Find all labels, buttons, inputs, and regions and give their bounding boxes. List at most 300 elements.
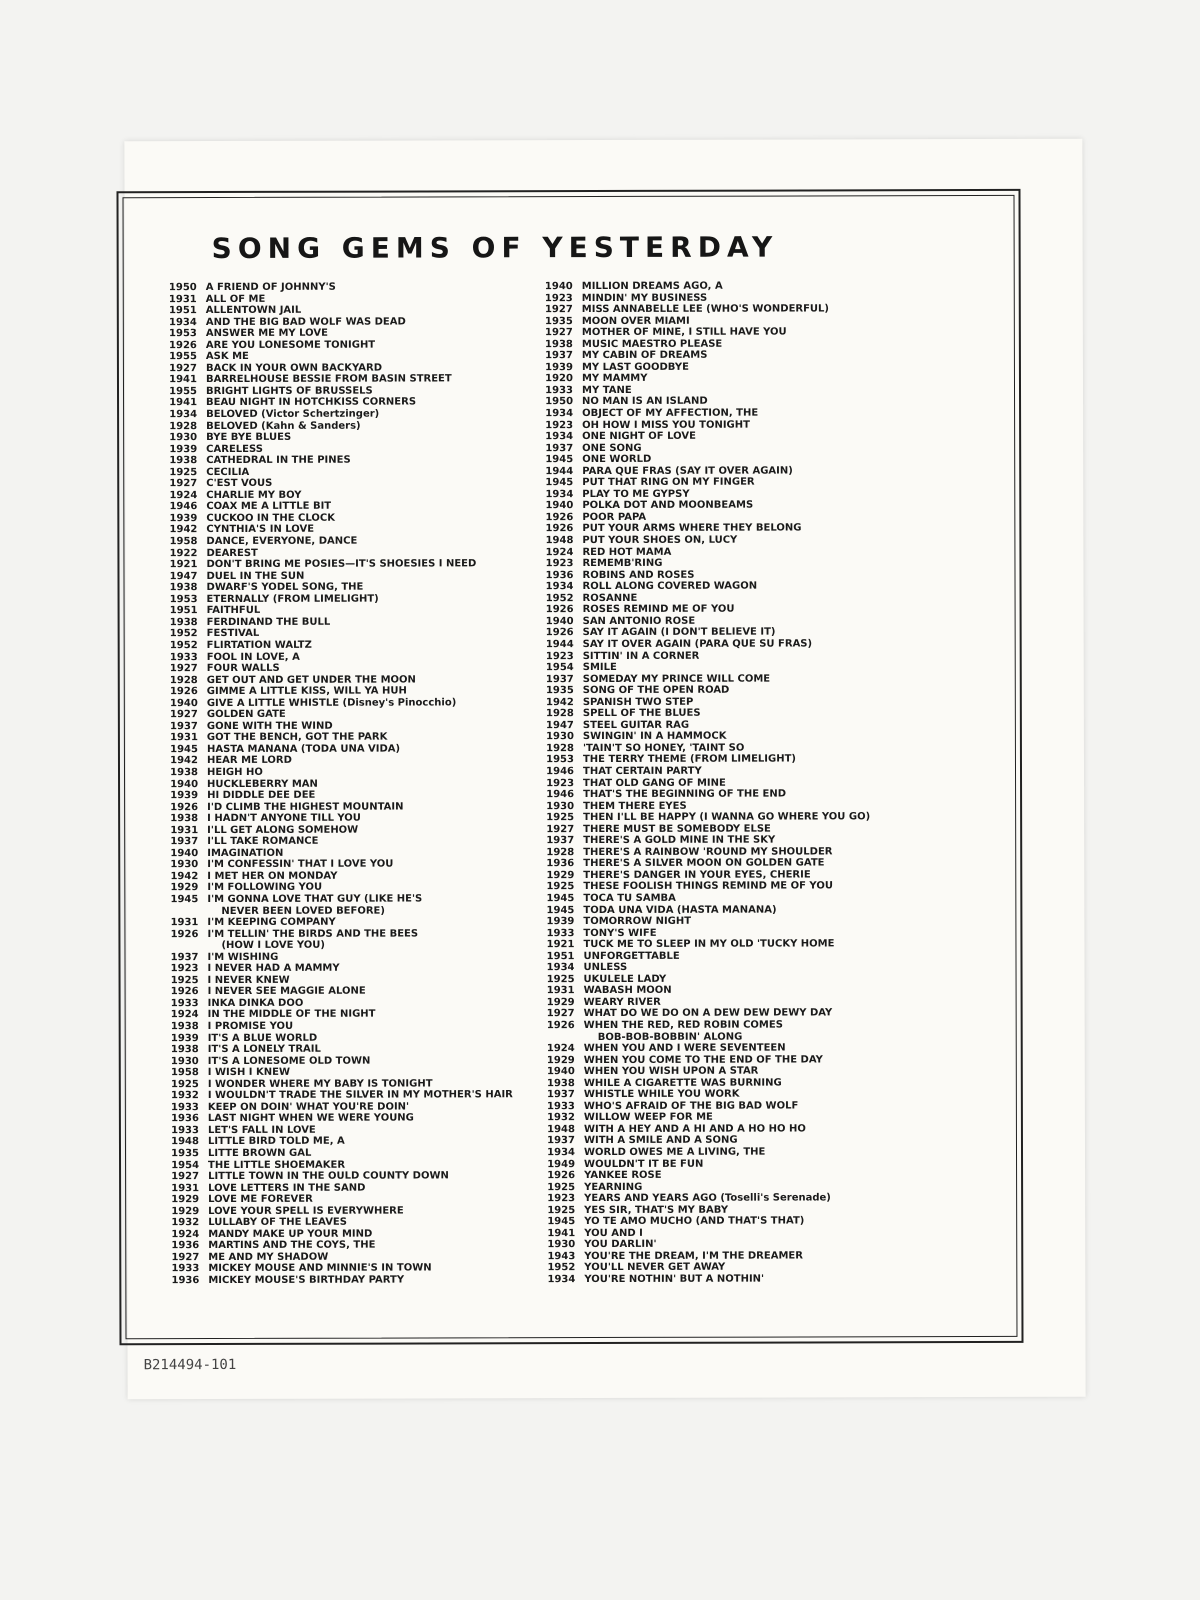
song-entry [166,1090,513,1102]
song-year: 1939 [546,916,575,928]
song-title: BACK IN YOUR OWN BACKYARD [205,362,383,374]
song-title-block [206,339,375,351]
song-title: THERE'S A GOLD MINE IN THE SKY [583,834,776,847]
song-title-block [582,523,801,535]
song-title: ANSWER ME MY LOVE [205,327,328,340]
song-entry [166,1032,513,1044]
song-title: YOU DARLIN' [584,1239,657,1251]
song-title: AND THE BIG BAD WOLF WAS DEAD [205,316,406,328]
song-year: 1949 [547,1158,576,1170]
song-entry [164,489,511,501]
song-title-block [584,1274,764,1286]
song-entry [164,558,511,570]
song-title: I'LL GET ALONG SOMEHOW [207,824,359,836]
song-title: I'M CONFESSIN' THAT I LOVE YOU [207,858,394,871]
song-entry [541,927,870,939]
song-year: 1938 [545,338,573,350]
song-entry [166,1009,513,1021]
song-title-block [208,1217,347,1229]
song-entry [165,859,512,871]
song-title: YEARS AND YEARS AGO (Toselli's Serenade) [584,1192,831,1205]
song-title: 'TAIN'T SO HONEY, 'TAINT SO [582,742,745,754]
song-year: 1936 [545,569,574,581]
song-entry [541,788,870,800]
song-title: WHEN YOU AND I WERE SEVENTEEN [583,1042,786,1055]
song-year: 1940 [169,697,198,709]
song-entry [166,1182,513,1194]
song-year: 1927 [169,663,198,675]
song-title-block [208,1182,365,1194]
song-year: 1937 [545,350,573,362]
song-year: 1933 [545,385,574,397]
song-entry [164,408,511,420]
song-entry [166,1193,513,1205]
song-title-block [584,1112,713,1124]
song-year: 1936 [171,1275,200,1287]
song-title-block [207,767,263,779]
song-year: 1926 [547,1170,576,1182]
song-year: 1927 [169,478,198,490]
song-year: 1936 [171,1113,199,1125]
song-title-block [584,1135,738,1147]
song-title-block [583,927,656,939]
song-title-block [208,1263,431,1275]
song-entry [165,581,512,593]
song-entry [541,846,870,858]
song-entry [541,592,870,604]
song-year: 1958 [170,1067,199,1079]
song-title: UNFORGETTABLE [583,950,680,962]
song-title-block [583,811,870,823]
song-title: ONE SONG [582,442,642,454]
song-title: THERE'S A RAINBOW 'ROUND MY SHOULDER [583,846,833,858]
song-year: 1933 [170,997,199,1010]
song-entry [540,465,869,477]
song-year: 1940 [544,281,573,293]
song-title-block [206,570,304,582]
song-year: 1938 [170,1021,199,1033]
song-title-block [206,524,314,536]
song-title-block [582,350,708,362]
song-title-block [583,650,700,662]
song-entry [164,454,511,466]
song-title-block [206,467,249,479]
song-title: PUT YOUR ARMS WHERE THEY BELONG [582,522,802,535]
song-title-block [207,848,283,860]
song-entry [164,374,511,386]
song-title: HEIGH HO [206,766,263,779]
song-entry [542,1227,871,1239]
song-year: 1948 [545,535,574,547]
song-year: 1941 [169,397,198,409]
song-title-block [583,743,744,755]
song-entry [540,350,869,362]
song-title: BRIGHT LIGHTS OF BRUSSELS [205,385,373,397]
song-title-block [207,617,331,629]
song-title-block [582,281,723,293]
song-title-block [207,801,403,813]
song-entry [166,1147,513,1159]
song-entry [542,973,871,985]
song-entry [166,1055,513,1067]
song-title: WHEN YOU WISH UPON A STAR [583,1065,759,1078]
song-title-block [583,685,730,697]
song-entry [166,1136,513,1148]
song-title-block [207,755,292,767]
song-year: 1934 [545,488,574,500]
song-entry [165,732,512,744]
song-year: 1953 [169,593,198,605]
song-title: THERE MUST BE SOMEBODY ELSE [583,823,771,835]
song-title-block [582,385,632,397]
song-list-sheet [124,139,1085,1400]
song-title: MISS ANNABELLE LEE (WHO'S WONDERFUL) [581,303,830,316]
song-entry [542,1146,871,1158]
song-title-block [206,558,476,570]
song-title-block [583,766,702,778]
song-year: 1938 [169,582,198,594]
song-title-block [584,1089,740,1101]
song-title: IN THE MIDDLE OF THE NIGHT [207,1009,376,1021]
page-border-inner [123,195,1018,1339]
song-year: 1923 [545,558,574,570]
song-title: SAN ANTONIO ROSE [582,615,696,627]
song-title: DANCE, EVERYONE, DANCE [206,535,358,548]
song-entry [164,547,511,559]
song-entry [164,339,511,351]
song-title-block [582,489,689,501]
song-entry [541,858,870,870]
song-title: MANDY MAKE UP YOUR MIND [208,1228,373,1240]
song-year: 1928 [546,742,574,755]
song-year: 1923 [546,777,575,789]
song-entry [165,685,512,697]
song-entry [164,501,511,513]
song-year: 1929 [170,882,199,894]
song-entry [166,1066,513,1078]
song-title-block [584,997,661,1009]
song-year: 1926 [546,1020,575,1032]
song-entry [542,985,871,997]
song-title: ROSANNE [582,592,638,604]
song-title: MICKEY MOUSE AND MINNIE'S IN TOWN [208,1262,432,1275]
song-title: PARA QUE FRAS (SAY IT OVER AGAIN) [582,465,793,477]
song-entry [166,1240,513,1252]
song-title-block [584,1054,823,1066]
song-year: 1937 [545,673,574,685]
song-title: YES SIR, THAT'S MY BABY [584,1204,729,1216]
song-year: 1931 [171,1182,200,1194]
song-title-block [206,374,452,386]
song-entry [541,800,870,812]
song-year: 1923 [170,963,199,975]
song-year: 1941 [169,374,197,386]
song-title-block [207,720,333,732]
song-year: 1939 [169,513,198,525]
song-year: 1942 [170,755,198,767]
song-year: 1926 [169,339,197,351]
song-year: 1945 [170,743,198,756]
song-entry [166,1205,513,1217]
song-entry [542,1042,871,1054]
song-year: 1953 [546,754,574,766]
song-title-block [207,893,422,917]
song-title: I'M GONNA LOVE THAT GUY (LIKE HE'S [207,893,423,906]
song-entry [541,881,870,893]
song-title-block [582,465,793,477]
song-title-block [206,490,301,502]
song-entry [542,1008,871,1020]
song-entry [165,651,512,663]
song-title-block [207,928,418,952]
song-entry [541,581,870,593]
song-year: 1933 [547,1100,575,1112]
song-title-block [583,939,834,951]
song-year: 1945 [546,893,575,905]
song-entry [541,638,870,650]
song-title: WHEN YOU COME TO THE END OF THE DAY [583,1054,823,1066]
song-year: 1952 [169,628,198,640]
song-title-block [582,408,758,420]
song-title-block [584,1008,833,1020]
song-entry [164,524,511,536]
song-title-block [584,1182,642,1194]
song-entry [541,892,870,904]
song-year: 1937 [547,1135,575,1147]
song-title-block [208,998,304,1010]
song-title-block [584,1158,703,1170]
song-title: BARRELHOUSE BESSIE FROM BASIN STREET [205,373,452,386]
song-title: RED HOT MAMA [582,546,672,558]
song-title-block [207,651,300,663]
song-title-block [584,1204,728,1216]
song-title: MOON OVER MIAMI [581,315,690,327]
song-title: SONG OF THE OPEN ROAD [582,684,730,697]
song-title: HEAR ME LORD [206,755,292,767]
song-title-block [207,686,407,698]
song-year: 1940 [170,847,199,859]
song-title-block [207,952,278,964]
song-entry [165,697,512,709]
song-title: HUCKLEBERRY MAN [207,778,318,790]
song-entry [164,327,511,339]
song-entry [540,534,869,546]
song-year: 1945 [545,454,574,466]
song-entry [165,674,512,686]
song-title: INKA DINKA DOO [207,997,304,1009]
song-title: FERDINAND THE BULL [206,616,331,628]
song-title: A FRIEND OF JOHNNY'S [205,281,336,294]
song-entry [540,396,869,408]
song-year: 1940 [546,1066,575,1078]
song-title: LITTLE TOWN IN THE OULD COUNTY DOWN [208,1170,449,1183]
song-title: ROLL ALONG COVERED WAGON [582,580,758,593]
song-title: ONE NIGHT OF LOVE [582,430,696,443]
song-entry [165,720,512,732]
song-title-block [582,443,641,455]
song-title-block [207,743,400,755]
song-title: POLKA DOT AND MOONBEAMS [582,500,754,512]
song-year: 1953 [169,328,197,340]
song-entry [164,293,511,305]
song-title: SMILE [582,662,617,674]
song-title: GOLDEN GATE [206,709,286,721]
song-entry [540,326,869,338]
song-title-block [583,731,727,743]
song-title-block [584,1239,656,1251]
song-title-block [583,916,691,928]
song-title: GOT THE BENCH, GOT THE PARK [206,731,388,744]
song-entry [166,1228,513,1240]
song-entry [540,303,869,315]
song-year: 1955 [169,385,198,398]
song-title: YO TE AMO MUCHO (AND THAT'S THAT) [584,1215,805,1228]
song-title-block [207,917,335,929]
song-entry [542,1112,871,1124]
song-title: IMAGINATION [207,847,284,859]
song-title: I HADN'T ANYONE TILL YOU [207,812,361,825]
song-year: 1924 [545,546,574,558]
song-year: 1927 [546,1008,575,1020]
song-title: TUCK ME TO SLEEP IN MY OLD 'TUCKY HOME [583,938,835,951]
song-title: I'M WISHING [207,951,279,963]
song-title-block [583,593,638,605]
song-title-block [207,732,387,744]
song-entry [541,604,870,616]
song-year: 1942 [169,524,198,536]
song-entry [541,742,870,754]
song-entry [542,1065,871,1077]
song-title: YOU'RE NOTHIN' BUT A NOTHIN' [584,1273,765,1286]
song-year: 1925 [546,881,575,893]
song-year: 1930 [547,1239,576,1251]
song-year: 1925 [170,974,199,986]
catalog-code: B214494-101 [143,1356,237,1374]
song-year: 1924 [170,1009,199,1021]
song-year: 1922 [169,547,198,559]
song-entry [166,1043,513,1055]
song-entry [166,997,513,1009]
song-title-block [584,974,667,986]
song-title: IT'S A LONELY TRAIL [207,1043,321,1056]
song-title: I'D CLIMB THE HIGHEST MOUNTAIN [207,801,404,813]
song-entry [164,281,511,293]
song-title-block [208,1078,433,1090]
song-year: 1929 [546,869,575,882]
song-title: POOR PAPA [582,511,647,523]
song-year: 1932 [171,1217,200,1229]
song-year: 1927 [171,1171,200,1183]
song-title-block [208,1171,449,1183]
song-year: 1925 [169,466,198,478]
song-title: SPANISH TWO STEP [582,696,694,708]
song-title-continued: (HOW I LOVE YOU) [221,939,326,952]
song-title: I WOULDN'T TRADE THE SILVER IN MY MOTHER'S HAIR [207,1089,513,1102]
song-title: LOVE LETTERS IN THE SAND [208,1182,366,1194]
song-title-block [583,789,786,801]
song-title-block [582,500,753,512]
song-year: 1927 [169,362,197,374]
song-year: 1923 [545,650,574,662]
song-title-block [584,962,628,974]
song-title-block [206,282,336,294]
song-entry [541,811,870,823]
song-year: 1937 [170,836,199,848]
song-year: 1937 [545,442,574,454]
song-year: 1940 [545,500,574,512]
song-title-block [208,1148,311,1160]
song-year: 1938 [170,1044,199,1056]
song-year: 1950 [545,396,574,408]
song-title: DON'T BRING ME POSIES—IT'S SHOESIES I NEED [206,558,477,571]
song-title: MY TANE [581,384,632,396]
song-entry [164,512,511,524]
song-entry [165,616,512,628]
song-entry [542,1019,871,1043]
song-entry [165,882,512,894]
song-title: HASTA MANANA (TODA UNA VIDA) [206,743,401,755]
song-year: 1937 [170,720,198,732]
song-title: SOMEDAY MY PRINCE WILL COME [582,673,771,685]
song-entry [541,684,870,696]
song-entry [542,1158,871,1170]
song-title: LAST NIGHT WHEN WE WERE YOUNG [207,1112,414,1125]
song-entry [540,419,869,431]
song-year: 1940 [170,778,199,790]
song-year: 1926 [545,523,574,535]
song-title: WOULDN'T IT BE FUN [584,1158,704,1170]
song-entry [541,915,870,927]
song-title: COAX ME A LITTLE BIT [206,501,332,513]
page-title: SONG GEMS OF YESTERDAY [211,230,779,266]
song-title-block [207,628,260,640]
song-title-block [207,640,312,652]
song-year: 1926 [170,928,199,940]
song-title-block [207,790,315,802]
song-title: MARTINS AND THE COYS, THE [208,1239,376,1252]
song-year: 1945 [546,904,575,916]
song-year: 1926 [170,986,199,998]
song-entry [542,996,871,1008]
song-title: CATHEDRAL IN THE PINES [206,454,351,467]
song-title-block [584,1020,783,1044]
song-title: KEEP ON DOIN' WHAT YOU'RE DOIN' [207,1101,410,1113]
song-entry [542,962,871,974]
song-entry [165,708,512,720]
song-entry [542,1216,871,1228]
song-title-block [207,697,456,709]
song-title-block [583,846,832,858]
song-title: SAY IT AGAIN (I DON'T BELIEVE IT) [582,626,776,639]
song-entry [541,754,870,766]
song-title-block [583,754,796,766]
song-title-block [207,605,261,617]
song-year: 1923 [544,292,573,304]
song-year: 1926 [545,512,574,524]
song-title-block [582,315,690,327]
song-entry [541,765,870,777]
song-entry [540,373,869,385]
song-entry [165,778,512,790]
song-year: 1934 [545,408,574,420]
song-title-block [583,893,676,905]
song-entry [165,847,512,859]
song-year: 1933 [169,651,198,663]
song-title: ASK ME [205,351,249,363]
song-title-block [584,1123,806,1135]
song-entry [164,304,511,316]
song-title: I WONDER WHERE MY BABY IS TONIGHT [207,1078,433,1090]
